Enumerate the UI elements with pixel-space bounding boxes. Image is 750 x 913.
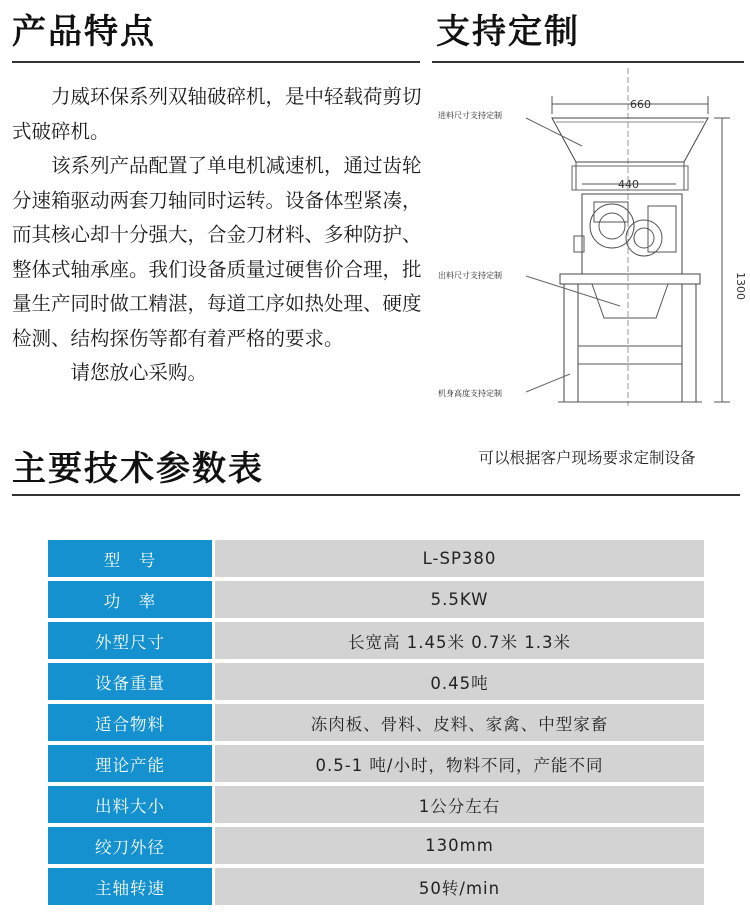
custom-title-rule <box>432 61 744 63</box>
features-title: 产品特点 <box>12 12 156 52</box>
machine-drawing <box>432 66 748 418</box>
dim-mid-label: 440 <box>618 178 639 191</box>
spec-key: 主轴转速 <box>48 868 215 905</box>
spec-key: 设备重量 <box>48 663 215 700</box>
spec-key: 出料大小 <box>48 786 215 823</box>
specs-title: 主要技术参数表 <box>12 449 264 489</box>
spec-value: 冻肉板、骨料、皮料、家禽、中型家畜 <box>215 704 704 741</box>
spec-value: 1公分左右 <box>215 786 704 823</box>
spec-value: 5.5KW <box>215 581 704 618</box>
spec-value: 长宽高 1.45米 0.7米 1.3米 <box>215 622 704 659</box>
spec-key: 理论产能 <box>48 745 215 782</box>
specs-table <box>48 536 704 909</box>
specs-title-rule <box>12 494 740 496</box>
features-paragraph-2: 该系列产品配置了单电机减速机，通过齿轮分速箱驱动两套刀轴同时运转。设备体型紧凑，而其核心却十分强大，合金刀材料、多种防护、整体式轴承座。我们设备质量过硬售价合理，批量生产同时做工精湛，每道工序如热处理、硬度检测、结构探伤等都有着严格的要求。 <box>12 154 422 350</box>
table-row <box>48 540 704 577</box>
spec-value: 50转/min <box>215 868 704 905</box>
table-row <box>48 622 704 659</box>
spec-key: 适合物料 <box>48 704 215 741</box>
table-row <box>48 745 704 782</box>
outlet-label: 出料尺寸支持定制 <box>438 271 502 280</box>
table-row <box>48 704 704 741</box>
features-paragraph-1: 力威环保系列双轴破碎机，是中轻载荷剪切式破碎机。 <box>12 85 422 143</box>
spec-value: 130mm <box>215 827 704 864</box>
table-row <box>48 581 704 618</box>
spec-key: 绞刀外径 <box>48 827 215 864</box>
table-row <box>48 868 704 905</box>
spec-key: 外型尺寸 <box>48 622 215 659</box>
inlet-label: 进料尺寸支持定制 <box>438 111 502 120</box>
spec-value: L-SP380 <box>215 540 704 577</box>
table-row <box>48 786 704 823</box>
spec-key: 功 率 <box>48 581 215 618</box>
body-height-label: 机身高度支持定制 <box>438 389 502 398</box>
custom-caption: 可以根据客户现场要求定制设备 <box>478 449 696 467</box>
table-row <box>48 827 704 864</box>
dim-height-label: 1300 <box>734 272 747 300</box>
features-text <box>12 80 422 391</box>
spec-value: 0.5-1 吨/小时，物料不同，产能不同 <box>215 745 704 782</box>
features-title-rule <box>12 61 420 63</box>
table-row <box>48 663 704 700</box>
spec-key: 型 号 <box>48 540 215 577</box>
spec-value: 0.45吨 <box>215 663 704 700</box>
dim-top-label: 660 <box>630 98 651 111</box>
custom-title: 支持定制 <box>436 12 580 52</box>
features-paragraph-3: 请您放心采购。 <box>70 361 208 384</box>
